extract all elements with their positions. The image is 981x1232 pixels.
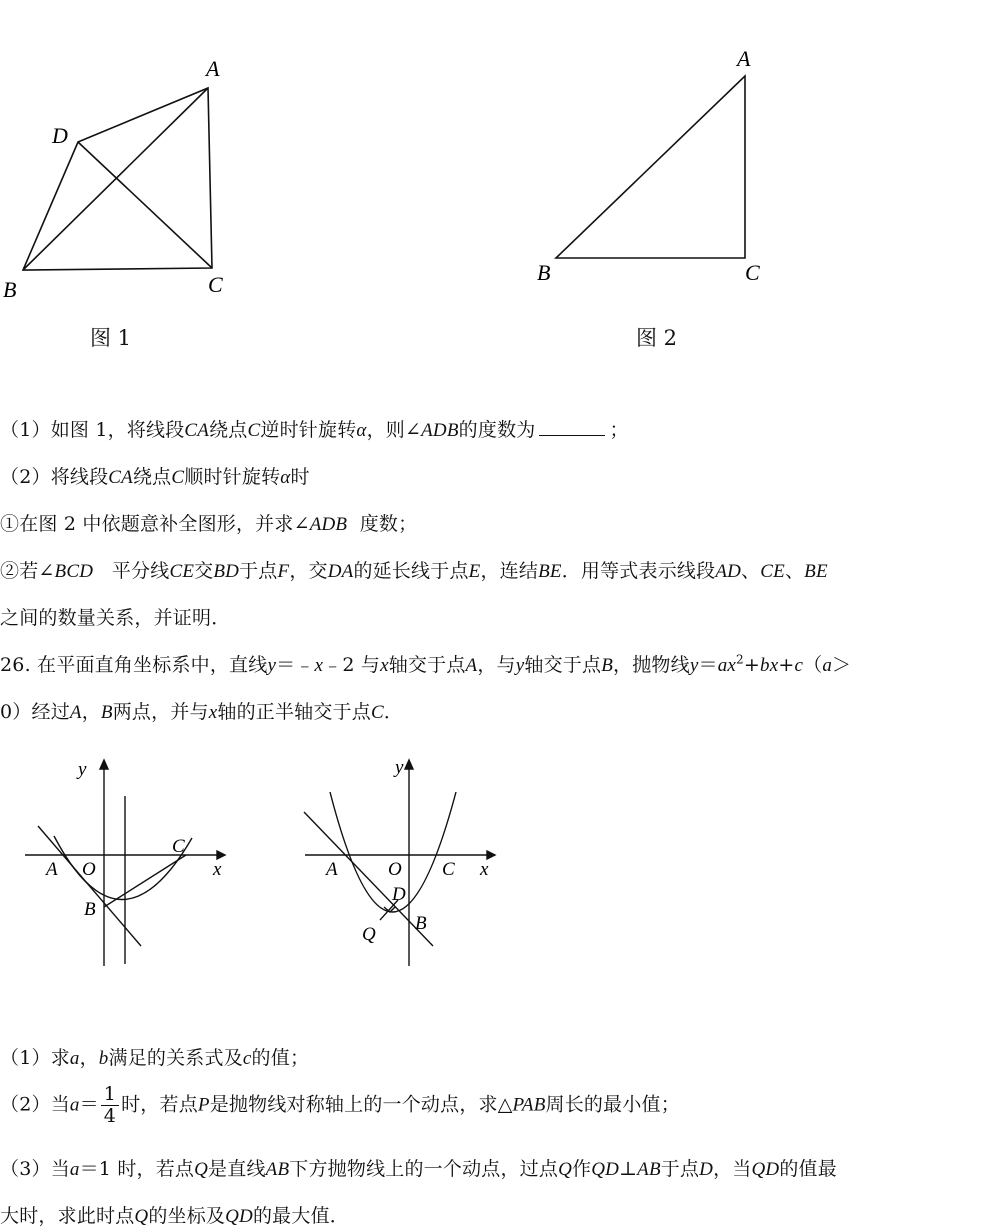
answer-blank[interactable] xyxy=(539,417,605,436)
x-axis-arrow xyxy=(217,851,225,859)
figure-1-caption: 图 1 xyxy=(90,326,132,350)
label-o: O xyxy=(82,859,96,880)
graph-1 xyxy=(20,752,240,972)
figure-2-caption: 图 2 xyxy=(636,326,678,350)
label-b: B xyxy=(3,277,17,302)
q25-part2-2: ②若∠BCD 平分线CE交BD于点F，交DA的延长线于点E，连结BE．用等式表示线段AD、CE、BE xyxy=(0,560,828,582)
q25-part1: （1）如图 1，将线段CA绕点C逆时针旋转α，则∠ADB的度数为 ； xyxy=(0,419,629,441)
label-c: C xyxy=(208,272,223,297)
label-a: A xyxy=(737,46,751,71)
q25-part2-1: ①在图 2 中依题意补全图形，并求∠ADB 度数； xyxy=(0,513,418,535)
q25-part2: （2）将线段CA绕点C顺时针旋转α时 xyxy=(0,466,310,488)
label-o: O xyxy=(388,859,402,880)
q26-stem-line1: 26. 在平面直角坐标系中，直线y＝﹣x﹣2 与x轴交于点A，与y轴交于点B，抛物线$y=ax^2+bx+c(a>$ xyxy=(0,652,852,676)
triangle-abc xyxy=(556,76,745,258)
label-y: y xyxy=(395,757,404,778)
label-b: B xyxy=(537,260,551,285)
label-c: C xyxy=(172,836,185,857)
label-d: D xyxy=(392,884,406,905)
diagonal-dc xyxy=(78,142,212,268)
figure-1 xyxy=(0,50,260,310)
label-y: y xyxy=(78,759,87,780)
label-b: B xyxy=(415,913,427,934)
y-axis-arrow xyxy=(100,760,108,769)
label-b: B xyxy=(84,899,96,920)
label-a: A xyxy=(326,859,338,880)
label-c: C xyxy=(745,260,760,285)
x-axis-arrow xyxy=(487,851,495,859)
segment-bc xyxy=(104,855,186,907)
q26-stem-line2: 0）经过A，B两点，并与x轴的正半轴交于点C． xyxy=(0,701,404,723)
label-a: A xyxy=(206,56,220,81)
fraction-one-quarter: $\frac{1}{4}$ xyxy=(101,1084,119,1127)
y-axis-arrow xyxy=(405,760,413,769)
label-q: Q xyxy=(362,924,376,945)
q26-part3: （3）当a＝1 时，若点Q是直线AB下方抛物线上的一个动点，过点Q作QD⊥AB于点D，当QD的值最 xyxy=(0,1158,837,1180)
q25-part2-2-cont: 之间的数量关系，并证明． xyxy=(0,607,231,629)
label-c: C xyxy=(442,859,455,880)
label-a: A xyxy=(46,859,58,880)
diagonal-bd-ba xyxy=(23,88,208,270)
q26-part3-cont: 大时，求此时点Q的坐标及QD的最大值． xyxy=(0,1205,349,1227)
label-d: D xyxy=(52,123,68,148)
label-x: x xyxy=(213,859,222,880)
graph-2 xyxy=(300,752,510,972)
q26-part2: （2）当a＝ $\frac{1}{4}$ 时，若点P是抛物线对称轴上的一个动点，求△PAB周长的最小值； xyxy=(0,1083,680,1127)
figure-2 xyxy=(520,40,780,290)
label-x: x xyxy=(480,859,489,880)
q26-part1: （1）求a，b满足的关系式及c的值； xyxy=(0,1047,310,1069)
